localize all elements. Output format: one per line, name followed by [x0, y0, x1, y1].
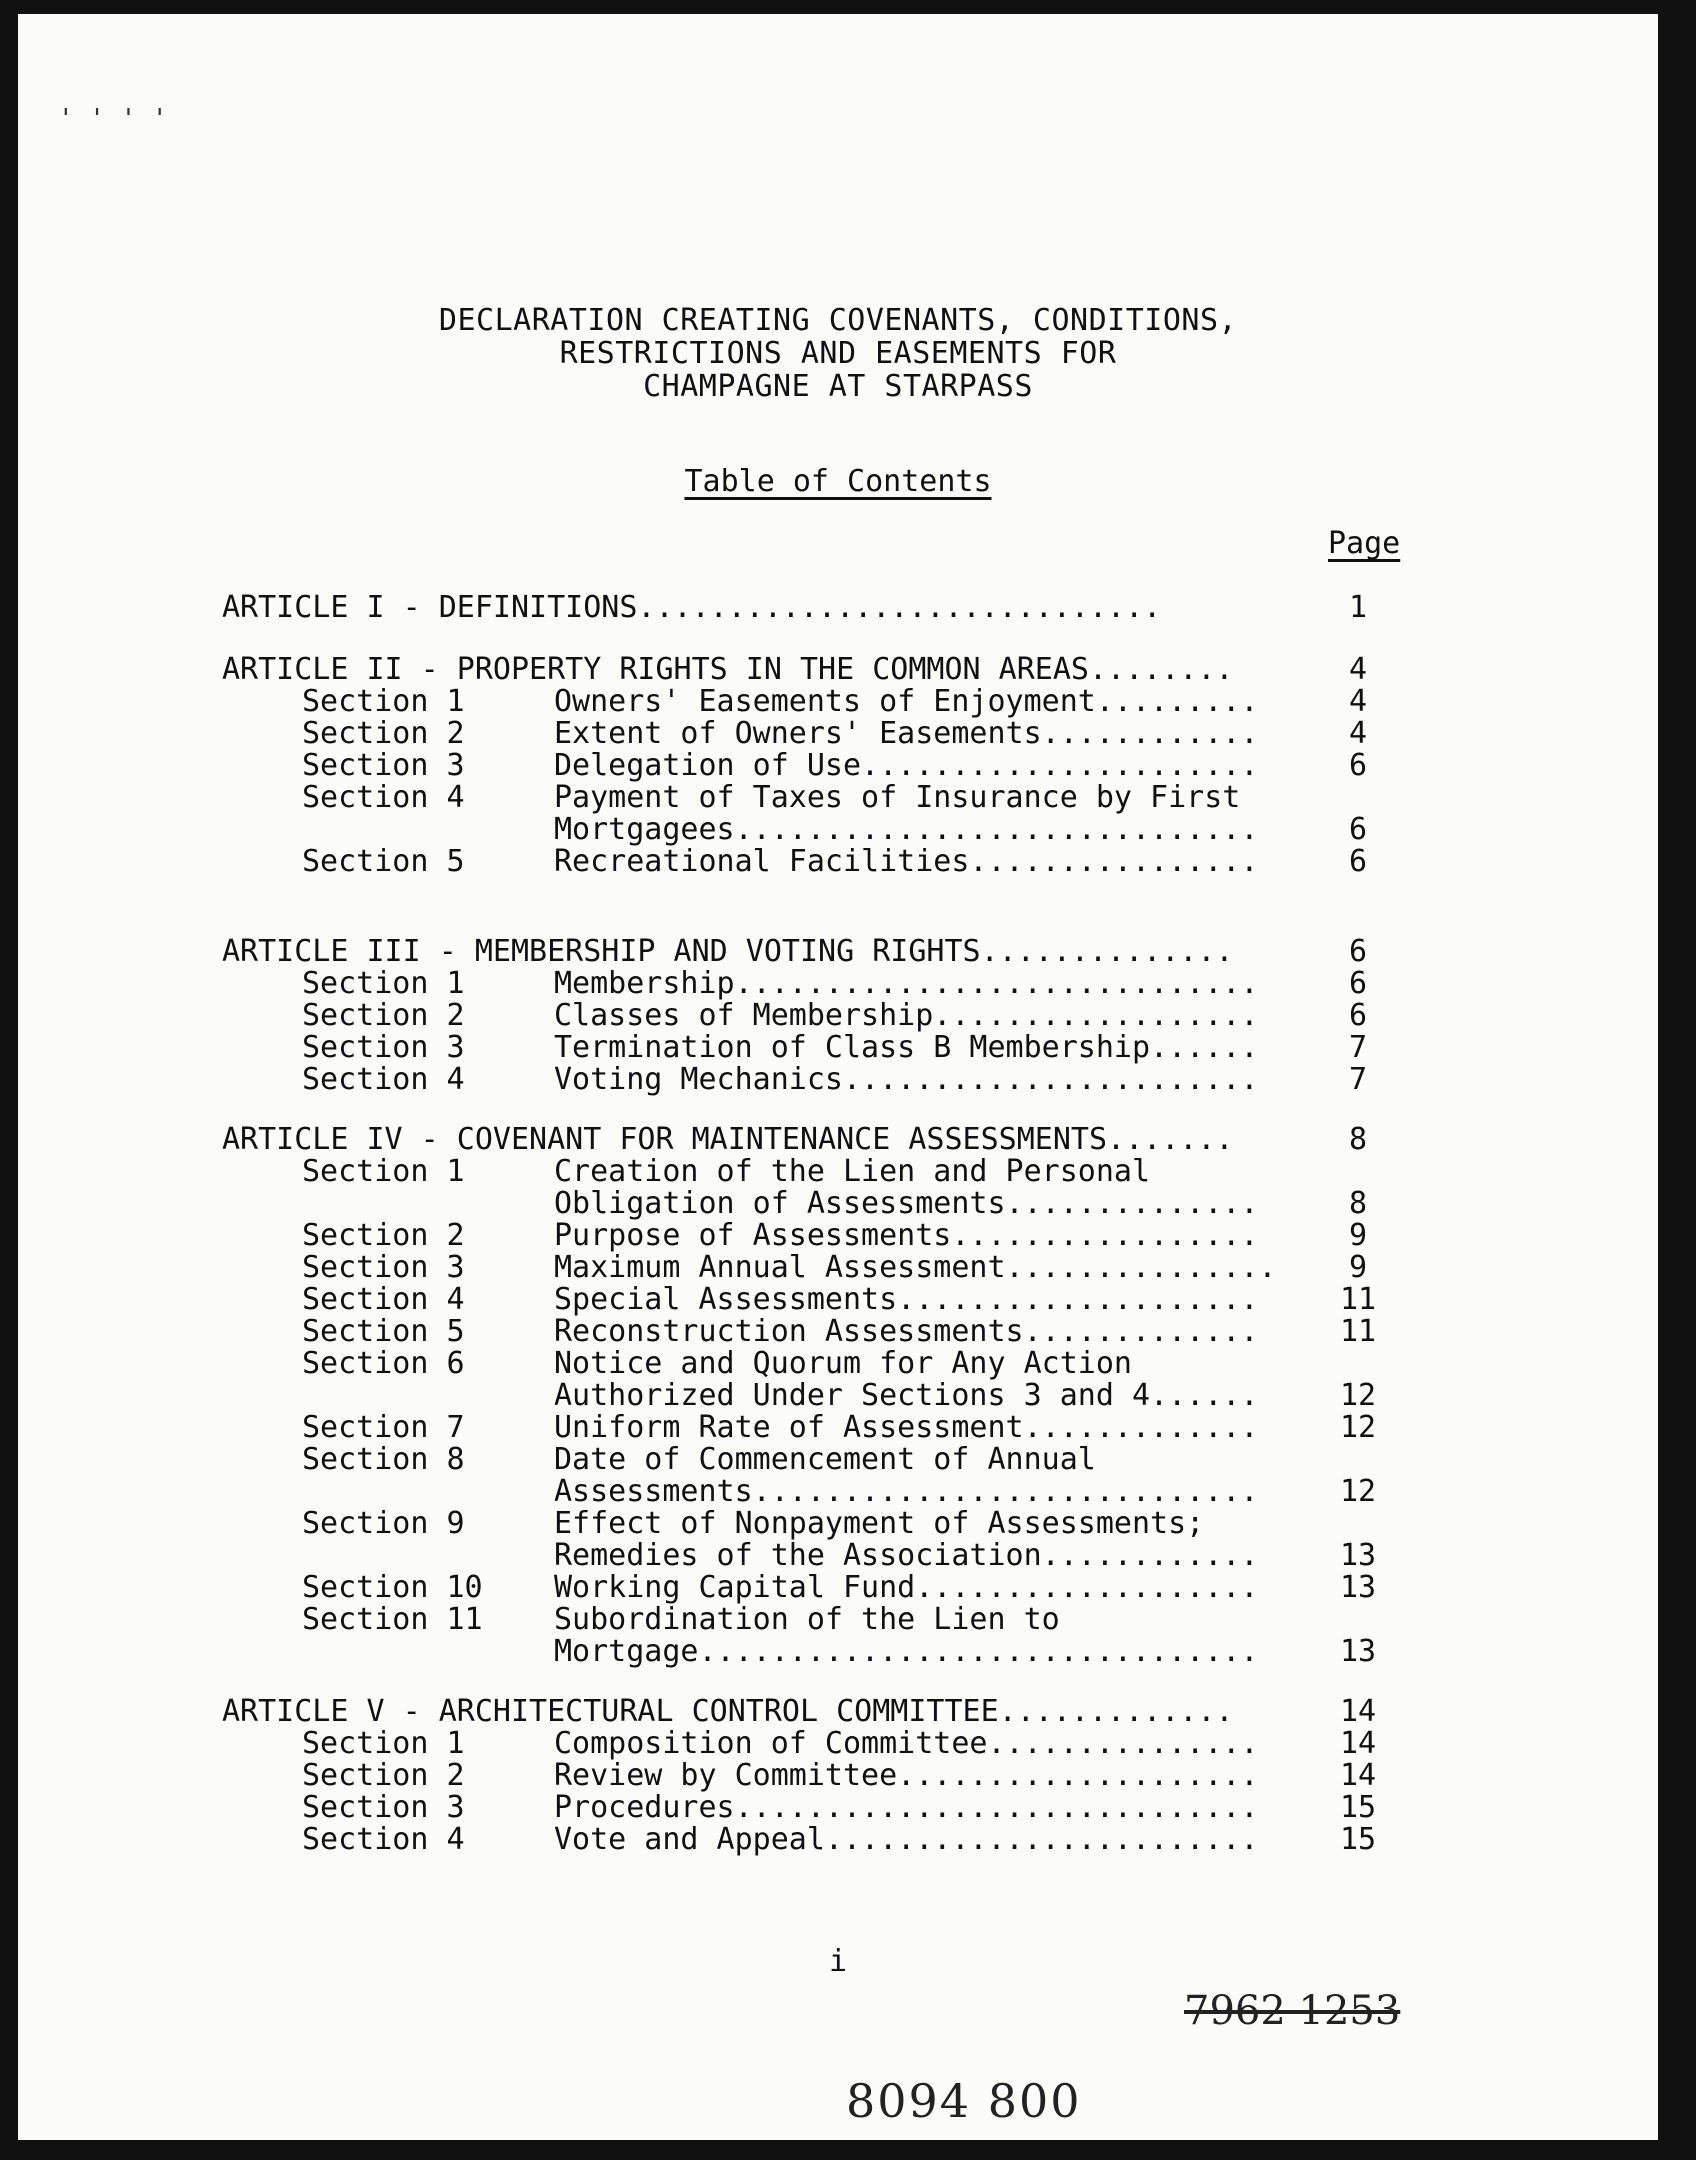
- toc-section-title: Procedures.............................: [554, 1790, 1259, 1825]
- toc-section-label: Section 1: [302, 966, 465, 1001]
- toc-page-number: 4: [1348, 716, 1368, 751]
- toc-page-number: 11: [1339, 1282, 1377, 1317]
- toc-section-label: Section 8: [302, 1442, 465, 1477]
- toc-page-number: 6: [1348, 966, 1368, 1001]
- toc-page-number: 11: [1339, 1314, 1377, 1349]
- toc-article-title: ARTICLE V - ARCHITECTURAL CONTROL COMMITTEE.............: [222, 1694, 1234, 1729]
- toc-page-number: 7: [1348, 1062, 1368, 1097]
- page-column-header: Page: [1328, 526, 1401, 561]
- toc-section-title: Assessments............................: [554, 1474, 1259, 1509]
- toc-page-number: 15: [1339, 1790, 1377, 1825]
- toc-section-title: Owners' Easements of Enjoyment.........: [554, 684, 1259, 719]
- toc-section-label: Section 1: [302, 1726, 465, 1761]
- toc-section-title: Mortgagees.............................: [554, 812, 1259, 847]
- document-number: 8094 800: [846, 2074, 1082, 2128]
- page-folio: i: [828, 1944, 848, 1979]
- toc-page-number: 9: [1348, 1250, 1368, 1285]
- toc-title: Table of Contents: [684, 464, 992, 499]
- toc-page-number: 8: [1348, 1122, 1368, 1157]
- toc-page-number: 4: [1348, 684, 1368, 719]
- toc-section-label: Section 2: [302, 998, 465, 1033]
- toc-section-label: Section 2: [302, 1758, 465, 1793]
- toc-article-title: ARTICLE II - PROPERTY RIGHTS IN THE COMMON AREAS........: [222, 652, 1234, 687]
- toc-section-label: Section 2: [302, 716, 465, 751]
- toc-section-title: Purpose of Assessments.................: [554, 1218, 1259, 1253]
- toc-page-number: 13: [1339, 1538, 1377, 1573]
- toc-section-title: Composition of Committee...............: [554, 1726, 1259, 1761]
- toc-section-title: Remedies of the Association............: [554, 1538, 1259, 1573]
- document-header: [18, 304, 1658, 403]
- toc-article-title: ARTICLE IV - COVENANT FOR MAINTENANCE ASSESSMENTS.......: [222, 1122, 1234, 1157]
- toc-article-title: ARTICLE I - DEFINITIONS.............................: [222, 590, 1162, 625]
- toc-section-label: Section 3: [302, 748, 465, 783]
- toc-section-title: Mortgage...............................: [554, 1634, 1259, 1669]
- toc-page-number: 12: [1339, 1410, 1377, 1445]
- toc-section-title: Working Capital Fund...................: [554, 1570, 1259, 1605]
- toc-page-number: 14: [1339, 1758, 1377, 1793]
- toc-page-number: 6: [1348, 748, 1368, 783]
- toc-section-title: Review by Committee....................: [554, 1758, 1259, 1793]
- toc-page-number: 14: [1339, 1694, 1377, 1729]
- toc-section-title: Reconstruction Assessments.............: [554, 1314, 1259, 1349]
- toc-section-label: Section 6: [302, 1346, 465, 1381]
- toc-section-title: Creation of the Lien and Personal: [554, 1154, 1151, 1189]
- toc-section-title: Maximum Annual Assessment...............: [554, 1250, 1277, 1285]
- toc-section-title: Vote and Appeal........................: [554, 1822, 1259, 1857]
- toc-section-label: Section 4: [302, 780, 465, 815]
- toc-section-label: Section 1: [302, 1154, 465, 1189]
- toc-page-number: 14: [1339, 1726, 1377, 1761]
- toc-page-number: 6: [1348, 998, 1368, 1033]
- toc-section-title: Date of Commencement of Annual: [554, 1442, 1096, 1477]
- toc-section-title: Termination of Class B Membership......: [554, 1030, 1259, 1065]
- document-page: [18, 14, 1658, 2140]
- toc-section-title: Voting Mechanics.......................: [554, 1062, 1259, 1097]
- toc-section-label: Section 5: [302, 1314, 465, 1349]
- toc-section-label: Section 10: [302, 1570, 483, 1605]
- toc-section-label: Section 1: [302, 684, 465, 719]
- toc-section-title: Special Assessments....................: [554, 1282, 1259, 1317]
- toc-page-number: 8: [1348, 1186, 1368, 1221]
- toc-section-label: Section 7: [302, 1410, 465, 1445]
- toc-section-title: Effect of Nonpayment of Assessments;: [554, 1506, 1205, 1541]
- toc-section-title: Authorized Under Sections 3 and 4......: [554, 1378, 1259, 1413]
- toc-section-title: Subordination of the Lien to: [554, 1602, 1060, 1637]
- toc-page-number: 1: [1348, 590, 1368, 625]
- scan-specks: ' ' ' ': [58, 104, 168, 134]
- toc-page-number: 13: [1339, 1570, 1377, 1605]
- header-line-1: DECLARATION CREATING COVENANTS, CONDITIONS,: [438, 303, 1238, 338]
- toc-section-label: Section 2: [302, 1218, 465, 1253]
- toc-section-title: Classes of Membership..................: [554, 998, 1259, 1033]
- header-line-2: RESTRICTIONS AND EASEMENTS FOR: [559, 336, 1117, 371]
- toc-page-number: 6: [1348, 812, 1368, 847]
- toc-article-title: ARTICLE III - MEMBERSHIP AND VOTING RIGHTS..............: [222, 934, 1234, 969]
- toc-page-number: 7: [1348, 1030, 1368, 1065]
- toc-page-number: 6: [1348, 844, 1368, 879]
- toc-section-title: Delegation of Use......................: [554, 748, 1259, 783]
- toc-section-title: Payment of Taxes of Insurance by First: [554, 780, 1241, 815]
- toc-section-label: Section 4: [302, 1282, 465, 1317]
- toc-section-label: Section 3: [302, 1030, 465, 1065]
- toc-section-label: Section 3: [302, 1790, 465, 1825]
- struck-document-number: 7962 1253: [1184, 1988, 1401, 2034]
- toc-section-title: Uniform Rate of Assessment.............: [554, 1410, 1259, 1445]
- toc-section-title: Obligation of Assessments..............: [554, 1186, 1259, 1221]
- toc-section-title: Recreational Facilities................: [554, 844, 1259, 879]
- toc-page-number: 6: [1348, 934, 1368, 969]
- toc-section-title: Notice and Quorum for Any Action: [554, 1346, 1132, 1381]
- toc-page-number: 13: [1339, 1634, 1377, 1669]
- toc-section-label: Section 3: [302, 1250, 465, 1285]
- toc-section-label: Section 5: [302, 844, 465, 879]
- toc-section-title: Membership.............................: [554, 966, 1259, 1001]
- toc-page-number: 12: [1339, 1378, 1377, 1413]
- toc-section-label: Section 4: [302, 1062, 465, 1097]
- toc-page-number: 9: [1348, 1218, 1368, 1253]
- toc-page-number: 12: [1339, 1474, 1377, 1509]
- header-line-3: CHAMPAGNE AT STARPASS: [643, 369, 1033, 404]
- toc-section-label: Section 9: [302, 1506, 465, 1541]
- toc-section-label: Section 11: [302, 1602, 483, 1637]
- toc-page-number: 15: [1339, 1822, 1377, 1857]
- toc-section-label: Section 4: [302, 1822, 465, 1857]
- toc-section-title: Extent of Owners' Easements............: [554, 716, 1259, 751]
- toc-page-number: 4: [1348, 652, 1368, 687]
